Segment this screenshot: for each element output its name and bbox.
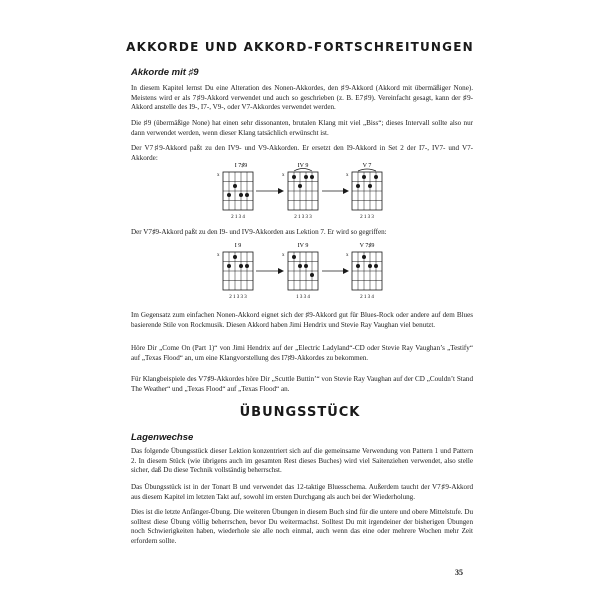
page-title: AKKORDE UND AKKORD-FORTSCHREITUNGEN <box>126 40 474 54</box>
paragraph: Höre Dir „Come On (Part 1)“ von Jimi Hendrix auf der „Electric Ladyland“-CD oder Stevie Ray Vaughan’s „Testify“ auf „Texas Flood“ an, um eine Klangvorstellung des I7♯9-Akkordes zu bekommen. <box>131 344 473 362</box>
chord-label: I 7♯9 <box>234 163 248 169</box>
muted-string-marker: x <box>282 253 285 258</box>
muted-string-marker: x <box>346 253 349 258</box>
muted-string-marker: x <box>282 173 285 178</box>
fingering: 2 1 3 4 <box>360 295 374 300</box>
fingering: 2 1 3 3 <box>360 215 374 220</box>
arrow-icon <box>322 268 349 274</box>
chord-label: I 9 <box>234 243 242 249</box>
fingering: 2 1 3 3 3 <box>229 295 247 300</box>
arrow-icon <box>256 268 284 274</box>
subheading-lagenwechsel: Lagenwechse <box>131 432 194 443</box>
chord-diagram-3 <box>346 163 382 220</box>
fingering: 2 1 3 4 <box>231 215 245 220</box>
paragraph: Die ♯9 (übermäßige None) hat einen sehr dissonanten, brutalen Klang mit viel „Biss“; dieses Intervall sollte also nur dann verwendet werden, wenn dieser Klang tatsächlich erwünscht ist. <box>131 119 473 137</box>
muted-string-marker: x <box>217 253 220 258</box>
chord-label: IV 9 <box>297 243 309 249</box>
paragraph: Dies ist die letzte Anfänger-Übung. Die weiteren Übungen in diesem Buch sind für die untere und obere Mittelstufe. Du solltest diese Übung völlig beherrschen, bevor Du weitermachst. Solltest Du mit irgendeiner der bisherigen Übungen noch Schwierigkeiten haben, wiederhole sie alle noch einmal, auch wenn das eine oder mehrere Wochen mehr Zeit erfordern sollte. <box>131 508 473 545</box>
chord-label: IV 9 <box>297 163 309 169</box>
fingering: 1 3 3 4 <box>296 295 310 300</box>
paragraph: Der V7♯9-Akkord paßt zu den I9- und IV9-Akkorden aus Lektion 7. Er wird so gegriffen: <box>131 228 387 236</box>
muted-string-marker: x <box>346 173 349 178</box>
arrow-icon <box>322 188 349 194</box>
chord-label: V 7 <box>362 163 372 169</box>
fingering: 2 1 3 3 3 <box>294 215 312 220</box>
chord-diagram-5 <box>282 243 318 300</box>
paragraph: Im Gegensatz zum einfachen Nonen-Akkord eignet sich der ♯9-Akkord gut für Blues-Rock oder andere auf dem Blues basierende Stile von Rockmusik. Diesen Akkord haben Jimi Hendrix und Stevie Ray Vaughan viel benutzt. <box>131 311 473 329</box>
paragraph: Das Übungsstück ist in der Tonart B und verwendet das 12-taktige Bluesschema. Außerdem taucht der V7♯9-Akkord aus diesem Kapitel im letzten Takt auf, sowohl im ersten Durchgang als auch bei der Wiederholung. <box>131 483 473 501</box>
chord-label: V 7♯9 <box>359 243 375 249</box>
chord-diagram-2 <box>282 163 318 220</box>
paragraph: Für Klangbeispiele des V7♯9-Akkordes höre Dir „Scuttle Buttin’“ von Stevie Ray Vaughan auf der CD „Couldn’t Stand The Weather“ und „Texas Flood“ auf „Texas Flood“ an. <box>131 375 473 393</box>
paragraph: In diesem Kapitel lernst Du eine Alteration des Nonen-Akkordes, den ♯9-Akkord (Akkord mit übermäßiger None). Meistens wird er als 7♯9-Akkord verwendet und auch so geschrieben (z. B. E7♯9). Vereinfacht gesagt, kann der ♯9-Akkord anstelle des I9-, I7-, V9-, oder V7-Akkordes verwendet werden. <box>131 84 473 112</box>
paragraph: Das folgende Übungsstück dieser Lektion konzentriert sich auf die gemeinsame Verwendung von Pattern 1 und Pattern 2. In diesem Stück (wie übrigens auch im gesamten Rest dieses Buches) wird viel Saitenziehen verwendet, also stelle sicher, daß Du diese Technik vollständig beherrschst. <box>131 447 473 475</box>
paragraph: Der V7♯9-Akkord paßt zu den IV9- und V9-Akkorden. Er ersetzt den I9-Akkord in Set 2 der I7-, IV7- und V7-Akkorde: <box>131 144 473 162</box>
subheading-akkorde: Akkorde mit ♯9 <box>131 67 199 78</box>
muted-string-marker: x <box>217 173 220 178</box>
page-number: 35 <box>455 568 463 577</box>
chord-diagram-6 <box>346 242 382 300</box>
arrow-icon <box>256 188 284 194</box>
chord-diagram-1 <box>217 162 253 220</box>
section-title: ÜBUNGSSTÜCK <box>239 405 361 420</box>
chord-diagram-4 <box>217 243 253 300</box>
